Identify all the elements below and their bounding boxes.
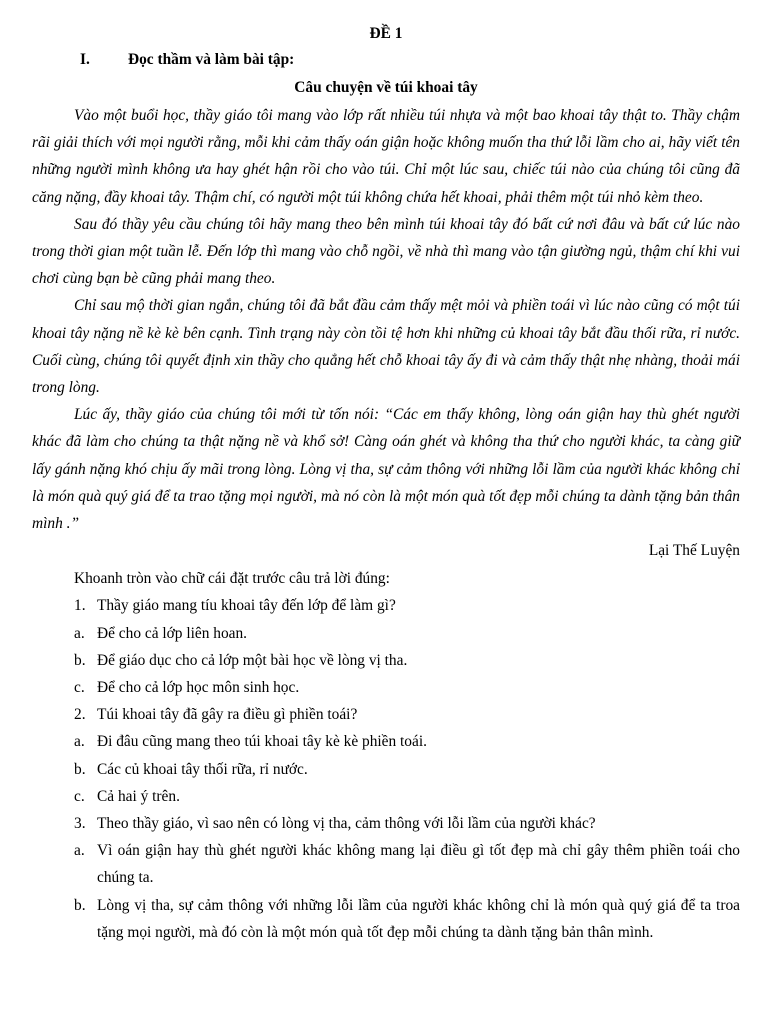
question-instruction: Khoanh tròn vào chữ cái đặt trước câu trả lời đúng: — [74, 570, 390, 588]
question-text: Thầy giáo mang tíu khoai tây đến lớp để làm gì? — [97, 597, 396, 615]
story-paragraph: Sau đó thầy yêu cầu chúng tôi hãy mang theo bên mình túi khoai tây đó bất cứ nơi đâu và bất cứ lúc nào trong thời gian một tuần lễ. Đến lớp thì mang vào chỗ ngồi, về nhà thì mang vào tận giường ngủ, thậm chí khi vui chơi cùng bạn bè cũng phải mang theo. — [32, 215, 740, 288]
section-number: I. — [80, 51, 90, 68]
option-marker: b. — [74, 760, 86, 778]
question-text: Theo thầy giáo, vì sao nên có lòng vị tha, cảm thông với lỗi lầm của người khác? — [97, 815, 596, 833]
question-marker: 2. — [74, 706, 86, 724]
option-marker: b. — [74, 896, 86, 914]
story-paragraph: Chỉ sau mộ thời gian ngắn, chúng tôi đã bắt đầu cảm thấy mệt mỏi và phiền toái vì lúc nào cũng có một túi khoai tây nặng nề kè kè bên cạnh. Tình trạng này còn tồi tệ hơn khi những củ khoai tây bắt đầu thối rữa, rỉ nước. Cuối cùng, chúng tôi quyết định xin thầy cho quẳng hết chỗ khoai tây ấy đi và cảm thấy thật nhẹ nhàng, thoải mái trong lòng. — [32, 297, 740, 397]
question-text: Túi khoai tây đã gây ra điều gì phiền toái? — [97, 706, 358, 724]
option-text: Để cho cả lớp học môn sinh học. — [97, 679, 300, 697]
answer-option — [32, 674, 740, 701]
answer-option — [32, 728, 740, 755]
exam-title: ĐỀ 1 — [369, 25, 403, 42]
option-text: Để cho cả lớp liên hoan. — [97, 624, 248, 642]
answer-option — [32, 892, 740, 946]
option-text: Cả hai ý trên. — [97, 787, 180, 805]
option-marker: c. — [74, 787, 85, 805]
option-marker: a. — [74, 842, 85, 860]
story-paragraph: Lúc ấy, thầy giáo của chúng tôi mới từ tốn nói: “Các em thấy không, lòng oán giận hay thù ghét người khác đã làm cho chúng ta thật nặng nề và khổ sở! Càng oán ghét và không tha thứ cho người khác, ta càng giữ lấy gánh nặng khó chịu ấy mãi trong lòng. Lòng vị tha, sự cảm thông với những lỗi lầm của người khác không chỉ là món quà quý giá để ta trao tặng mọi người, mà nó còn là một món quà tốt đẹp mỗi chúng ta dành tặng bản thân mình .” — [32, 406, 740, 533]
story-title: Câu chuyện về túi khoai tây — [294, 79, 478, 96]
option-text: Lòng vị tha, sự cảm thông với những lỗi lầm của người khác không chỉ là món quà quý giá để ta troa tặng mọi người, mà đó còn là một món quà tốt đẹp mỗi chúng ta dành tặng bản thân mình. — [97, 896, 740, 941]
option-text: Để giáo dục cho cả lớp một bài học về lòng vị tha. — [97, 651, 408, 669]
story-paragraph: Vào một buổi học, thầy giáo tôi mang vào lớp rất nhiều túi nhựa và một bao khoai tây thật to. Thầy chậm rãi giải thích với mọi người rằng, mỗi khi cảm thấy oán giận hoặc không muốn tha thứ lỗi lầm cho ai, hãy viết tên những người mình không ưa hay ghét hận rồi cho vào túi. Chỉ một lúc sau, chiếc túi nào của chúng tôi cũng đã căng nặng, đầy khoai tây. Thậm chí, có người một túi không chứa hết khoai, phải thêm một túi nhỏ kèm theo. — [32, 107, 740, 206]
story-author: Lại Thế Luyện — [648, 542, 740, 560]
option-text: Vì oán giận hay thù ghét người khác không mang lại điều gì tốt đẹp mà chỉ gây thêm phiền toái cho chúng ta. — [97, 842, 740, 887]
answer-option — [32, 647, 740, 674]
answer-option — [32, 756, 740, 783]
option-text: Các củ khoai tây thối rữa, rỉ nước. — [97, 760, 308, 778]
option-marker: a. — [74, 733, 85, 751]
option-marker: c. — [74, 679, 85, 697]
question-marker: 3. — [74, 815, 86, 833]
question-marker: 1. — [74, 597, 86, 615]
section-title: Đọc thầm và làm bài tập: — [128, 51, 295, 68]
answer-option — [32, 783, 740, 810]
option-marker: b. — [74, 651, 86, 669]
option-marker: a. — [74, 624, 85, 642]
question-1 — [32, 592, 740, 619]
answer-option — [32, 620, 740, 647]
option-text: Đi đâu cũng mang theo túi khoai tây kè kè phiền toái. — [97, 733, 427, 751]
question-2 — [32, 701, 740, 728]
answer-option — [32, 837, 740, 891]
section-heading — [32, 46, 740, 74]
question-3 — [32, 810, 740, 837]
